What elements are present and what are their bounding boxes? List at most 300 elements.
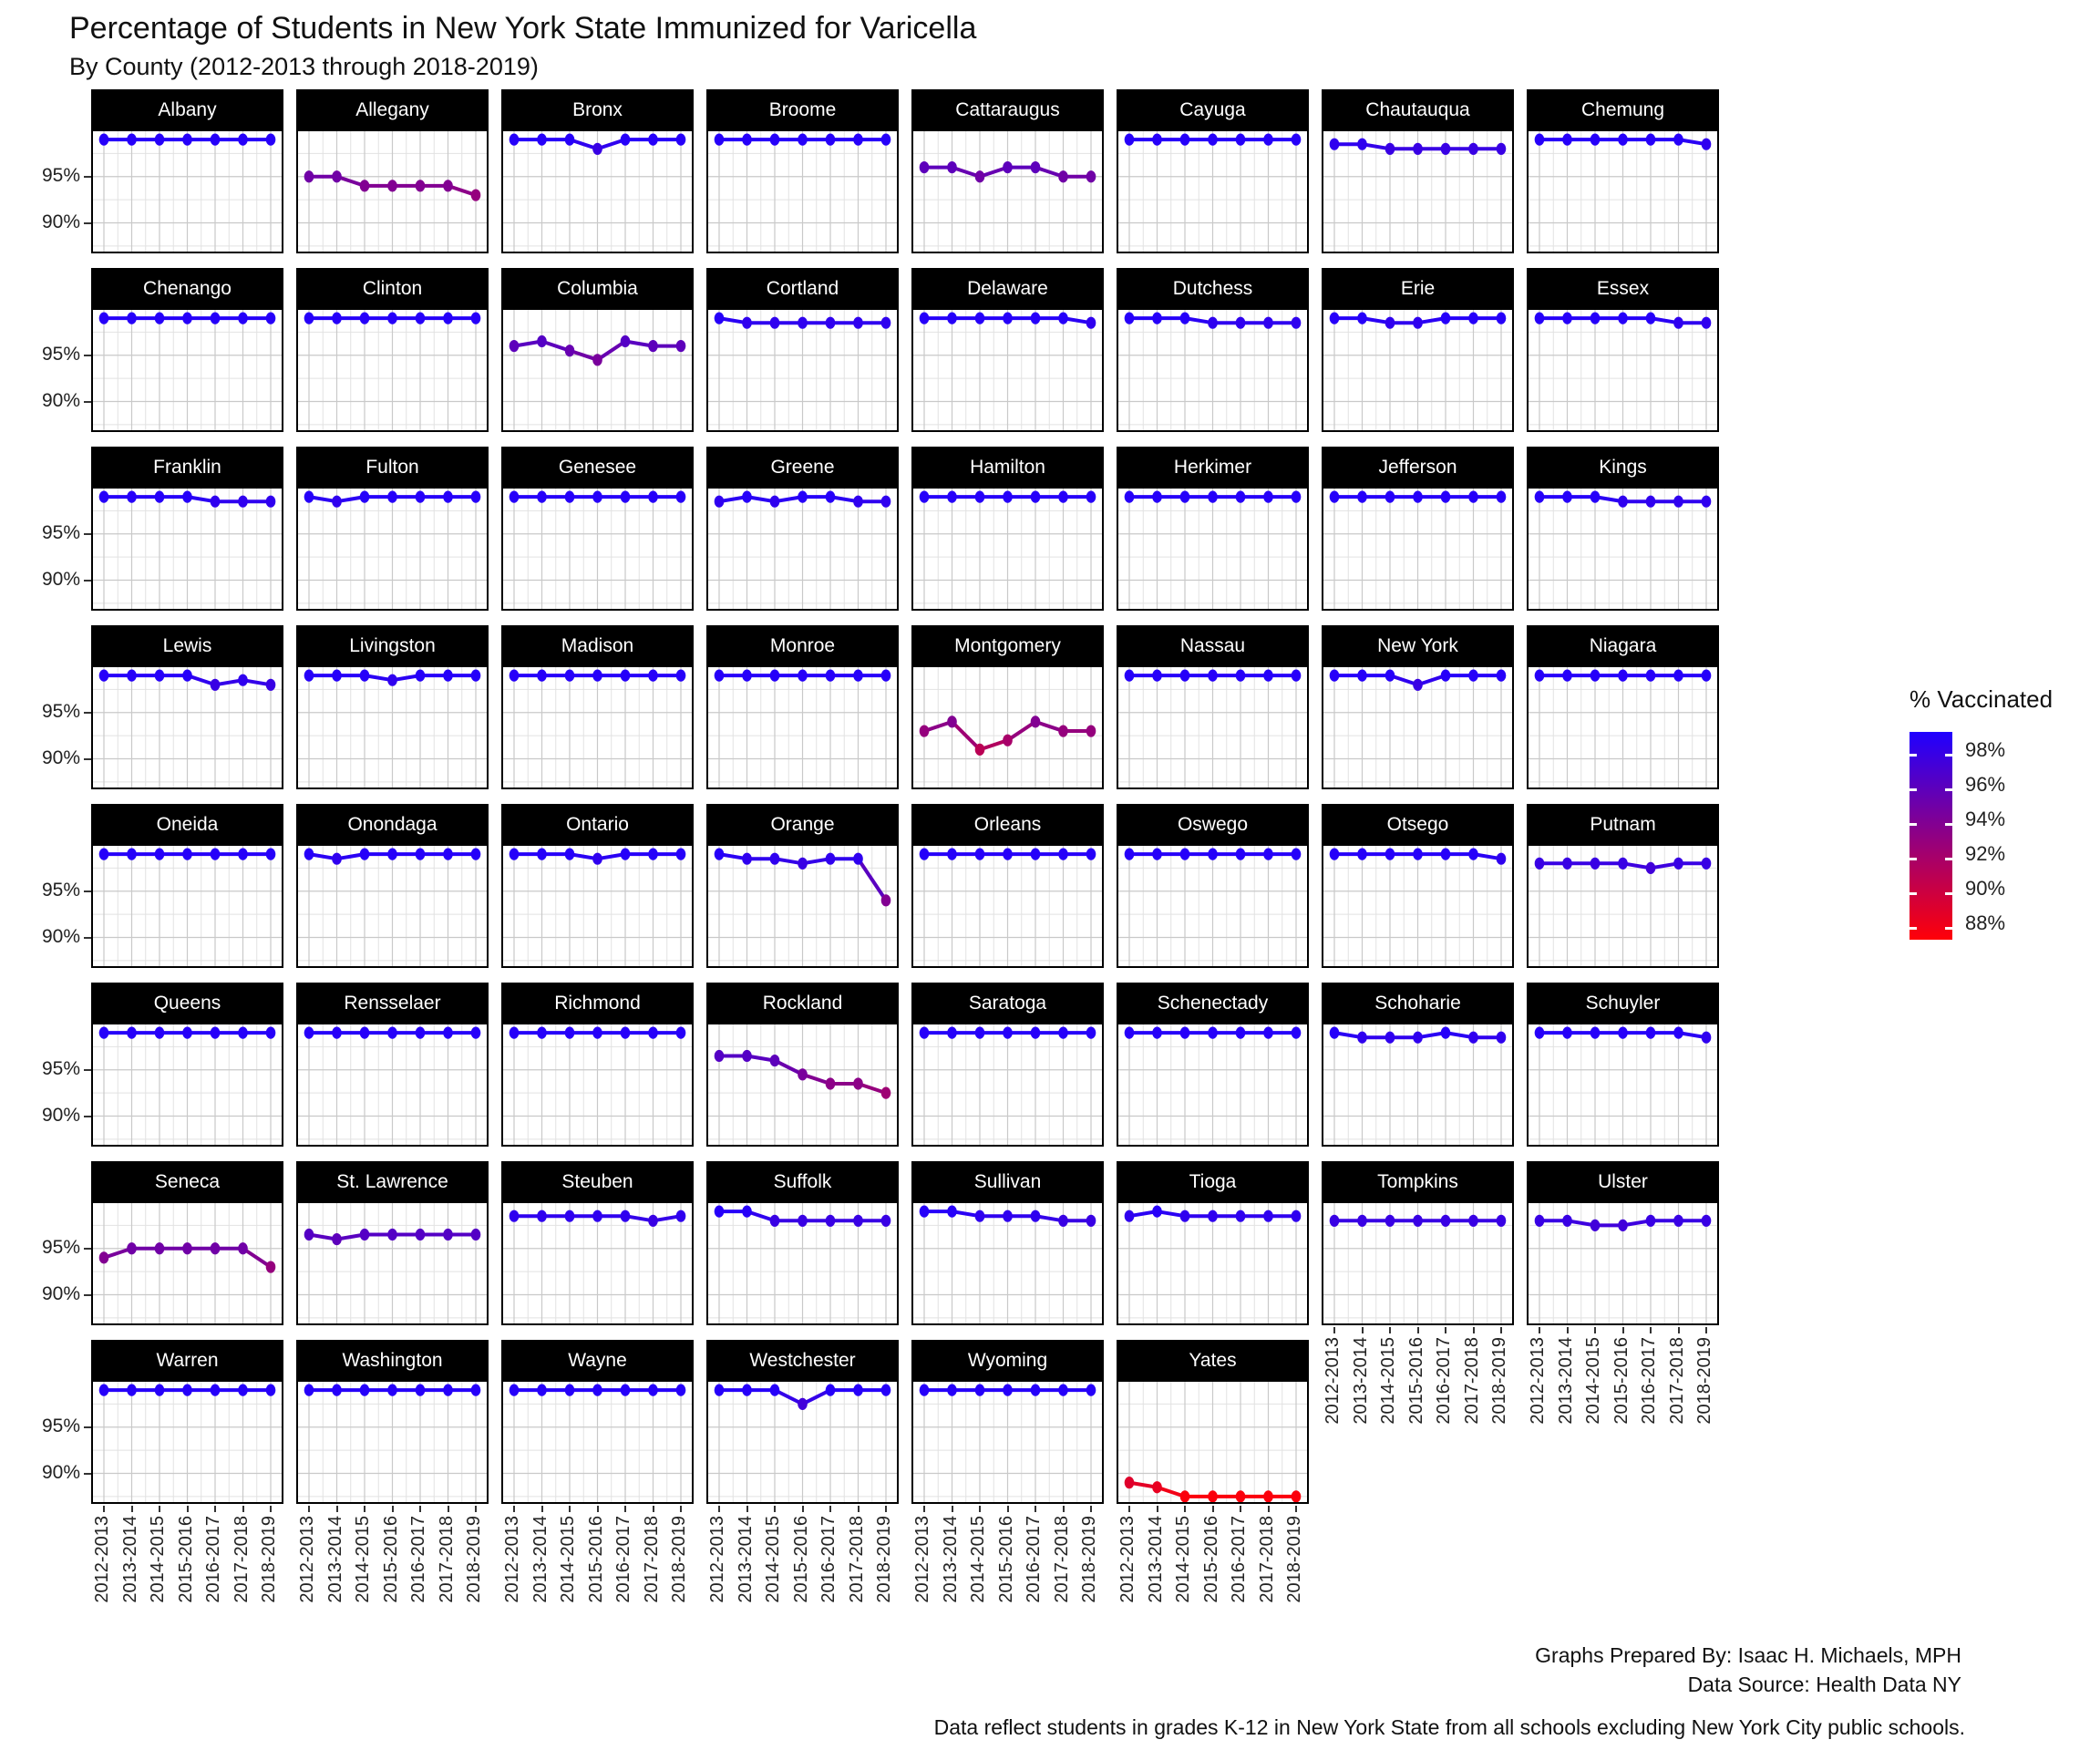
- x-axis-tick: [1539, 1327, 1540, 1333]
- facet-strip-label: Rockland: [706, 983, 899, 1024]
- facet-strip-label: St. Lawrence: [296, 1161, 489, 1203]
- facet-plot: [1118, 1382, 1307, 1502]
- y-axis-label: 90%: [41, 1282, 80, 1304]
- x-axis-labels-col-8: [1527, 1327, 1719, 1523]
- facet-strip-label: Wayne: [501, 1340, 694, 1382]
- x-axis-label: 2018-2019: [1694, 1337, 1714, 1425]
- facet-essex: [1527, 268, 1719, 432]
- facet-strip-label: Chemung: [1527, 89, 1719, 131]
- y-axis-label: 90%: [41, 389, 80, 411]
- facet-dutchess: [1117, 268, 1309, 432]
- facet-plot: [93, 846, 282, 966]
- facet-plot: [93, 131, 282, 252]
- x-axis-tick: [1090, 1506, 1092, 1512]
- x-axis-tick: [1333, 1327, 1335, 1333]
- facet-genesee: [501, 447, 694, 611]
- x-axis-label: 2017-2018: [1666, 1337, 1687, 1425]
- y-axis-label: 90%: [41, 1461, 80, 1483]
- facet-plot: [1118, 131, 1307, 252]
- facet-otsego: [1322, 804, 1514, 968]
- facet-chenango: [91, 268, 283, 432]
- facet-broome: [706, 89, 899, 253]
- facet-yates: [1117, 1340, 1309, 1504]
- facet-strip-label: Seneca: [91, 1161, 283, 1203]
- facet-plot: [708, 846, 897, 966]
- facet-hamilton: [911, 447, 1104, 611]
- facet-strip-label: New York: [1322, 625, 1514, 667]
- facet-plot: [708, 1024, 897, 1145]
- x-axis-tick: [680, 1506, 682, 1512]
- facet-orange: [706, 804, 899, 968]
- facet-strip-label: Kings: [1527, 447, 1719, 489]
- facet-plot: [913, 1382, 1102, 1502]
- x-axis-tick: [1295, 1506, 1297, 1512]
- facet-chemung: [1527, 89, 1719, 253]
- facet-plot: [298, 846, 487, 966]
- facet-greene: [706, 447, 899, 611]
- x-axis-tick: [1678, 1327, 1680, 1333]
- facet-strip-label: Fulton: [296, 447, 489, 489]
- legend-labels: [1910, 727, 2100, 935]
- x-axis-tick: [336, 1506, 338, 1512]
- y-axis-label: 90%: [41, 211, 80, 232]
- facet-tioga: [1117, 1161, 1309, 1325]
- x-axis-tick: [1063, 1506, 1065, 1512]
- x-axis-label: 2015-2016: [1200, 1516, 1221, 1603]
- facet-strip-label: Nassau: [1117, 625, 1309, 667]
- facet-bronx: [501, 89, 694, 253]
- y-axis-tick: [84, 712, 91, 714]
- facet-plot: [913, 1203, 1102, 1323]
- facet-plot: [708, 1203, 897, 1323]
- x-axis-tick: [569, 1506, 571, 1512]
- x-axis-tick: [653, 1506, 654, 1512]
- y-axis-tick: [84, 758, 91, 760]
- x-axis-tick: [1268, 1506, 1270, 1512]
- x-axis-tick: [774, 1506, 776, 1512]
- facet-strip-label: Cortland: [706, 268, 899, 310]
- x-axis-label: 2013-2014: [324, 1516, 345, 1603]
- facet-strip-label: Cattaraugus: [911, 89, 1104, 131]
- facet-strip-label: Herkimer: [1117, 447, 1309, 489]
- facet-suffolk: [706, 1161, 899, 1325]
- x-axis-tick: [308, 1506, 310, 1512]
- x-axis-label: 2017-2018: [1051, 1516, 1072, 1603]
- facet-strip-label: Warren: [91, 1340, 283, 1382]
- facet-plot: [503, 1203, 692, 1323]
- facet-strip-label: Monroe: [706, 625, 899, 667]
- x-axis-label: 2013-2014: [940, 1516, 961, 1603]
- facet-richmond: [501, 983, 694, 1147]
- x-axis-label: 2014-2015: [968, 1516, 988, 1603]
- y-axis-tick: [84, 222, 91, 224]
- y-axis-label: 95%: [41, 521, 80, 543]
- facet-cattaraugus: [911, 89, 1104, 253]
- facet-strip-label: Washington: [296, 1340, 489, 1382]
- facet-plot: [298, 667, 487, 788]
- y-axis-label: 95%: [41, 879, 80, 901]
- x-axis-label: 2017-2018: [231, 1516, 252, 1603]
- facet-plot: [1529, 846, 1717, 966]
- x-axis-label: 2013-2014: [119, 1516, 140, 1603]
- x-axis-label: 2017-2018: [641, 1516, 662, 1603]
- facet-strip-label: Albany: [91, 89, 283, 131]
- facet-clinton: [296, 268, 489, 432]
- x-axis-label: 2016-2017: [1434, 1337, 1454, 1425]
- facet-albany: [91, 89, 283, 253]
- facet-plot: [1323, 489, 1512, 609]
- facet-new-york: [1322, 625, 1514, 789]
- facet-plot: [1323, 846, 1512, 966]
- x-axis-label: 2012-2013: [1117, 1516, 1138, 1603]
- x-axis-label: 2013-2014: [1350, 1337, 1371, 1425]
- facet-plot: [298, 1382, 487, 1502]
- y-axis-tick: [84, 1069, 91, 1071]
- facet-rockland: [706, 983, 899, 1147]
- x-axis-labels-col-5: [911, 1506, 1104, 1702]
- y-axis-label: 90%: [41, 568, 80, 590]
- x-axis-tick: [1128, 1506, 1130, 1512]
- x-axis-label: 2018-2019: [1489, 1337, 1509, 1425]
- x-axis-tick: [923, 1506, 925, 1512]
- facet-strip-label: Schuyler: [1527, 983, 1719, 1024]
- x-axis-label: 2015-2016: [1405, 1337, 1426, 1425]
- facet-schoharie: [1322, 983, 1514, 1147]
- x-axis-tick: [952, 1506, 953, 1512]
- x-axis-label: 2012-2013: [297, 1516, 317, 1603]
- facet-washington: [296, 1340, 489, 1504]
- facet-plot: [298, 1203, 487, 1323]
- facet-plot: [1323, 310, 1512, 430]
- x-axis-tick: [392, 1506, 394, 1512]
- footer-caption: Data reflect students in grades K-12 in New York State from all schools excluding New York City public schools.: [933, 1715, 1965, 1739]
- facet-strip-label: Clinton: [296, 268, 489, 310]
- x-axis-tick: [1389, 1327, 1391, 1333]
- x-axis-tick: [242, 1506, 244, 1512]
- x-axis-tick: [1594, 1327, 1596, 1333]
- y-axis-tick: [84, 937, 91, 939]
- credit-prepared-by: Graphs Prepared By: Isaac H. Michaels, MPH: [1535, 1643, 1961, 1667]
- x-axis-tick: [270, 1506, 272, 1512]
- facet-plot: [93, 1382, 282, 1502]
- facet-strip-label: Columbia: [501, 268, 694, 310]
- facet-plot: [1323, 1203, 1512, 1323]
- x-axis-label: 2015-2016: [380, 1516, 401, 1603]
- y-axis-label: 90%: [41, 925, 80, 947]
- y-axis-tick: [84, 890, 91, 892]
- facet-strip-label: Cayuga: [1117, 89, 1309, 131]
- facet-plot: [913, 667, 1102, 788]
- facet-seneca: [91, 1161, 283, 1325]
- facet-delaware: [911, 268, 1104, 432]
- facet-niagara: [1527, 625, 1719, 789]
- x-axis-tick: [1650, 1327, 1652, 1333]
- x-axis-label: 2014-2015: [763, 1516, 783, 1603]
- x-axis-tick: [1184, 1506, 1186, 1512]
- facet-erie: [1322, 268, 1514, 432]
- facet-strip-label: Ulster: [1527, 1161, 1719, 1203]
- facet-strip-label: Delaware: [911, 268, 1104, 310]
- legend-tick-label: 96%: [1965, 772, 2006, 796]
- x-axis-labels-col-7: [1322, 1327, 1514, 1523]
- facet-strip-label: Jefferson: [1322, 447, 1514, 489]
- facet-strip-label: Onondaga: [296, 804, 489, 846]
- facet-nassau: [1117, 625, 1309, 789]
- facet-strip-label: Sullivan: [911, 1161, 1104, 1203]
- x-axis-tick: [103, 1506, 105, 1512]
- y-axis-tick: [84, 580, 91, 582]
- facet-lewis: [91, 625, 283, 789]
- facet-plot: [913, 489, 1102, 609]
- facet-strip-label: Richmond: [501, 983, 694, 1024]
- facet-tompkins: [1322, 1161, 1514, 1325]
- x-axis-label: 2018-2019: [669, 1516, 689, 1603]
- x-axis-tick: [1007, 1506, 1009, 1512]
- facet-orleans: [911, 804, 1104, 968]
- facet-strip-label: Greene: [706, 447, 899, 489]
- facet-plot: [93, 1203, 282, 1323]
- x-axis-label: 2015-2016: [585, 1516, 606, 1603]
- facet-strip-label: Essex: [1527, 268, 1719, 310]
- facet-strip-label: Chautauqua: [1322, 89, 1514, 131]
- facet-montgomery: [911, 625, 1104, 789]
- x-axis-labels-col-1: [91, 1506, 283, 1702]
- facet-plot: [1323, 131, 1512, 252]
- x-axis-label: 2016-2017: [1024, 1516, 1044, 1603]
- x-axis-labels-col-3: [501, 1506, 694, 1702]
- x-axis-tick: [829, 1506, 831, 1512]
- x-axis-label: 2014-2015: [1583, 1337, 1603, 1425]
- facet-strip-label: Madison: [501, 625, 694, 667]
- facet-strip-label: Chenango: [91, 268, 283, 310]
- x-axis-tick: [597, 1506, 599, 1512]
- y-axis-label: 95%: [41, 1057, 80, 1079]
- x-axis-tick: [1622, 1327, 1624, 1333]
- facet-plot: [1118, 667, 1307, 788]
- x-axis-tick: [187, 1506, 189, 1512]
- x-axis-tick: [858, 1506, 860, 1512]
- x-axis-tick: [541, 1506, 543, 1512]
- facet-plot: [298, 1024, 487, 1145]
- facet-strip-label: Lewis: [91, 625, 283, 667]
- facet-plot: [298, 489, 487, 609]
- facet-plot: [913, 131, 1102, 252]
- facet-plot: [1118, 1024, 1307, 1145]
- x-axis-label: 2017-2018: [1256, 1516, 1277, 1603]
- x-axis-tick: [1500, 1327, 1502, 1333]
- x-axis-tick: [448, 1506, 449, 1512]
- y-axis-tick: [84, 1426, 91, 1428]
- legend-tick-label: 94%: [1965, 807, 2006, 830]
- x-axis-label: 2016-2017: [203, 1516, 223, 1603]
- x-axis-label: 2016-2017: [1639, 1337, 1659, 1425]
- facet-strip-label: Oneida: [91, 804, 283, 846]
- facet-strip-label: Erie: [1322, 268, 1514, 310]
- x-axis-tick: [746, 1506, 748, 1512]
- x-axis-label: 2012-2013: [92, 1516, 112, 1603]
- legend-tick-label: 98%: [1965, 737, 2006, 761]
- facet-rensselaer: [296, 983, 489, 1147]
- facet-plot: [708, 1382, 897, 1502]
- x-axis-label: 2012-2013: [1528, 1337, 1548, 1425]
- footer-credits: [1535, 1641, 1961, 1699]
- y-axis-label: 95%: [41, 1415, 80, 1436]
- facet-oswego: [1117, 804, 1309, 968]
- y-axis-tick: [84, 1248, 91, 1250]
- facet-plot: [1529, 310, 1717, 430]
- x-axis-tick: [159, 1506, 160, 1512]
- facet-plot: [708, 131, 897, 252]
- x-axis-tick: [1567, 1327, 1569, 1333]
- x-axis-label: 2017-2018: [1461, 1337, 1482, 1425]
- facet-oneida: [91, 804, 283, 968]
- facet-herkimer: [1117, 447, 1309, 611]
- x-axis-label: 2018-2019: [1284, 1516, 1304, 1603]
- facet-strip-label: Putnam: [1527, 804, 1719, 846]
- facet-plot: [503, 1024, 692, 1145]
- x-axis-tick: [1212, 1506, 1214, 1512]
- facet-strip-label: Oswego: [1117, 804, 1309, 846]
- facet-warren: [91, 1340, 283, 1504]
- facet-wayne: [501, 1340, 694, 1504]
- x-axis-label: 2017-2018: [436, 1516, 457, 1603]
- facet-strip-label: Bronx: [501, 89, 694, 131]
- facet-plot: [913, 846, 1102, 966]
- facet-plot: [1323, 667, 1512, 788]
- facet-plot: [298, 310, 487, 430]
- y-axis-label: 95%: [41, 164, 80, 186]
- y-axis-label: 90%: [41, 1104, 80, 1126]
- x-axis-tick: [1157, 1506, 1158, 1512]
- facet-strip-label: Livingston: [296, 625, 489, 667]
- facet-strip-label: Dutchess: [1117, 268, 1309, 310]
- facet-strip-label: Niagara: [1527, 625, 1719, 667]
- facet-jefferson: [1322, 447, 1514, 611]
- x-axis-tick: [1417, 1327, 1419, 1333]
- x-axis-label: 2016-2017: [1229, 1516, 1249, 1603]
- x-axis-label: 2014-2015: [353, 1516, 373, 1603]
- facet-plot: [708, 489, 897, 609]
- x-axis-tick: [1362, 1327, 1364, 1333]
- y-axis-label: 95%: [41, 700, 80, 722]
- facet-schuyler: [1527, 983, 1719, 1147]
- facet-strip-label: Westchester: [706, 1340, 899, 1382]
- y-axis-tick: [84, 401, 91, 403]
- x-axis-label: 2016-2017: [818, 1516, 839, 1603]
- x-axis-tick: [1473, 1327, 1475, 1333]
- facet-franklin: [91, 447, 283, 611]
- x-axis-tick: [1445, 1327, 1446, 1333]
- x-axis-label: 2015-2016: [1611, 1337, 1632, 1425]
- y-axis-label: 90%: [41, 746, 80, 768]
- x-axis-label: 2012-2013: [1323, 1337, 1343, 1425]
- y-axis-tick: [84, 1116, 91, 1117]
- x-axis-tick: [513, 1506, 515, 1512]
- credit-source: Data Source: Health Data NY: [1687, 1673, 1961, 1696]
- facet-st-lawrence: [296, 1161, 489, 1325]
- x-axis-label: 2015-2016: [175, 1516, 196, 1603]
- x-axis-label: 2013-2014: [530, 1516, 551, 1603]
- facet-strip-label: Wyoming: [911, 1340, 1104, 1382]
- facet-monroe: [706, 625, 899, 789]
- page-subtitle: By County (2012-2013 through 2018-2019): [69, 53, 539, 80]
- facet-plot: [503, 667, 692, 788]
- x-axis-label: 2018-2019: [259, 1516, 279, 1603]
- facet-strip-label: Schenectady: [1117, 983, 1309, 1024]
- x-axis-labels-col-6: [1117, 1506, 1309, 1702]
- facet-plot: [1118, 489, 1307, 609]
- x-axis-labels-col-2: [296, 1506, 489, 1702]
- facet-livingston: [296, 625, 489, 789]
- x-axis-label: 2018-2019: [874, 1516, 894, 1603]
- x-axis-label: 2016-2017: [613, 1516, 633, 1603]
- facet-plot: [1118, 310, 1307, 430]
- facet-plot: [298, 131, 487, 252]
- x-axis-label: 2013-2014: [1145, 1516, 1166, 1603]
- y-axis-tick: [84, 355, 91, 356]
- facet-plot: [1118, 846, 1307, 966]
- facet-strip-label: Schoharie: [1322, 983, 1514, 1024]
- x-axis-tick: [885, 1506, 887, 1512]
- facet-plot: [93, 310, 282, 430]
- facet-plot: [503, 131, 692, 252]
- facet-plot: [93, 667, 282, 788]
- x-axis-tick: [364, 1506, 365, 1512]
- facet-westchester: [706, 1340, 899, 1504]
- x-axis-tick: [1705, 1327, 1707, 1333]
- facet-strip-label: Ontario: [501, 804, 694, 846]
- facet-strip-label: Saratoga: [911, 983, 1104, 1024]
- facet-plot: [93, 489, 282, 609]
- x-axis-label: 2012-2013: [707, 1516, 727, 1603]
- facet-plot: [1529, 1024, 1717, 1145]
- x-axis-tick: [718, 1506, 720, 1512]
- facet-strip-label: Yates: [1117, 1340, 1309, 1382]
- facet-columbia: [501, 268, 694, 432]
- facet-plot: [503, 846, 692, 966]
- facet-ontario: [501, 804, 694, 968]
- facet-strip-label: Queens: [91, 983, 283, 1024]
- facet-strip-label: Tompkins: [1322, 1161, 1514, 1203]
- facet-sullivan: [911, 1161, 1104, 1325]
- facet-chautauqua: [1322, 89, 1514, 253]
- facet-kings: [1527, 447, 1719, 611]
- x-axis-tick: [419, 1506, 421, 1512]
- facet-steuben: [501, 1161, 694, 1325]
- color-legend: [1910, 685, 2100, 940]
- x-axis-label: 2017-2018: [846, 1516, 867, 1603]
- facet-cayuga: [1117, 89, 1309, 253]
- legend-tick-label: 92%: [1965, 841, 2006, 865]
- x-axis-label: 2016-2017: [408, 1516, 428, 1603]
- x-axis-tick: [1035, 1506, 1036, 1512]
- facet-saratoga: [911, 983, 1104, 1147]
- facet-plot: [708, 310, 897, 430]
- page-title: Percentage of Students in New York State Immunized for Varicella: [69, 11, 977, 46]
- x-axis-label: 2015-2016: [995, 1516, 1016, 1603]
- x-axis-label: 2012-2013: [502, 1516, 522, 1603]
- facet-plot: [1529, 489, 1717, 609]
- facet-strip-label: Allegany: [296, 89, 489, 131]
- facet-plot: [1529, 131, 1717, 252]
- facet-plot: [913, 1024, 1102, 1145]
- legend-tick-label: 88%: [1965, 911, 2006, 934]
- facet-strip-label: Broome: [706, 89, 899, 131]
- facet-plot: [93, 1024, 282, 1145]
- facet-strip-label: Orleans: [911, 804, 1104, 846]
- facet-plot: [503, 1382, 692, 1502]
- x-axis-label: 2013-2014: [735, 1516, 756, 1603]
